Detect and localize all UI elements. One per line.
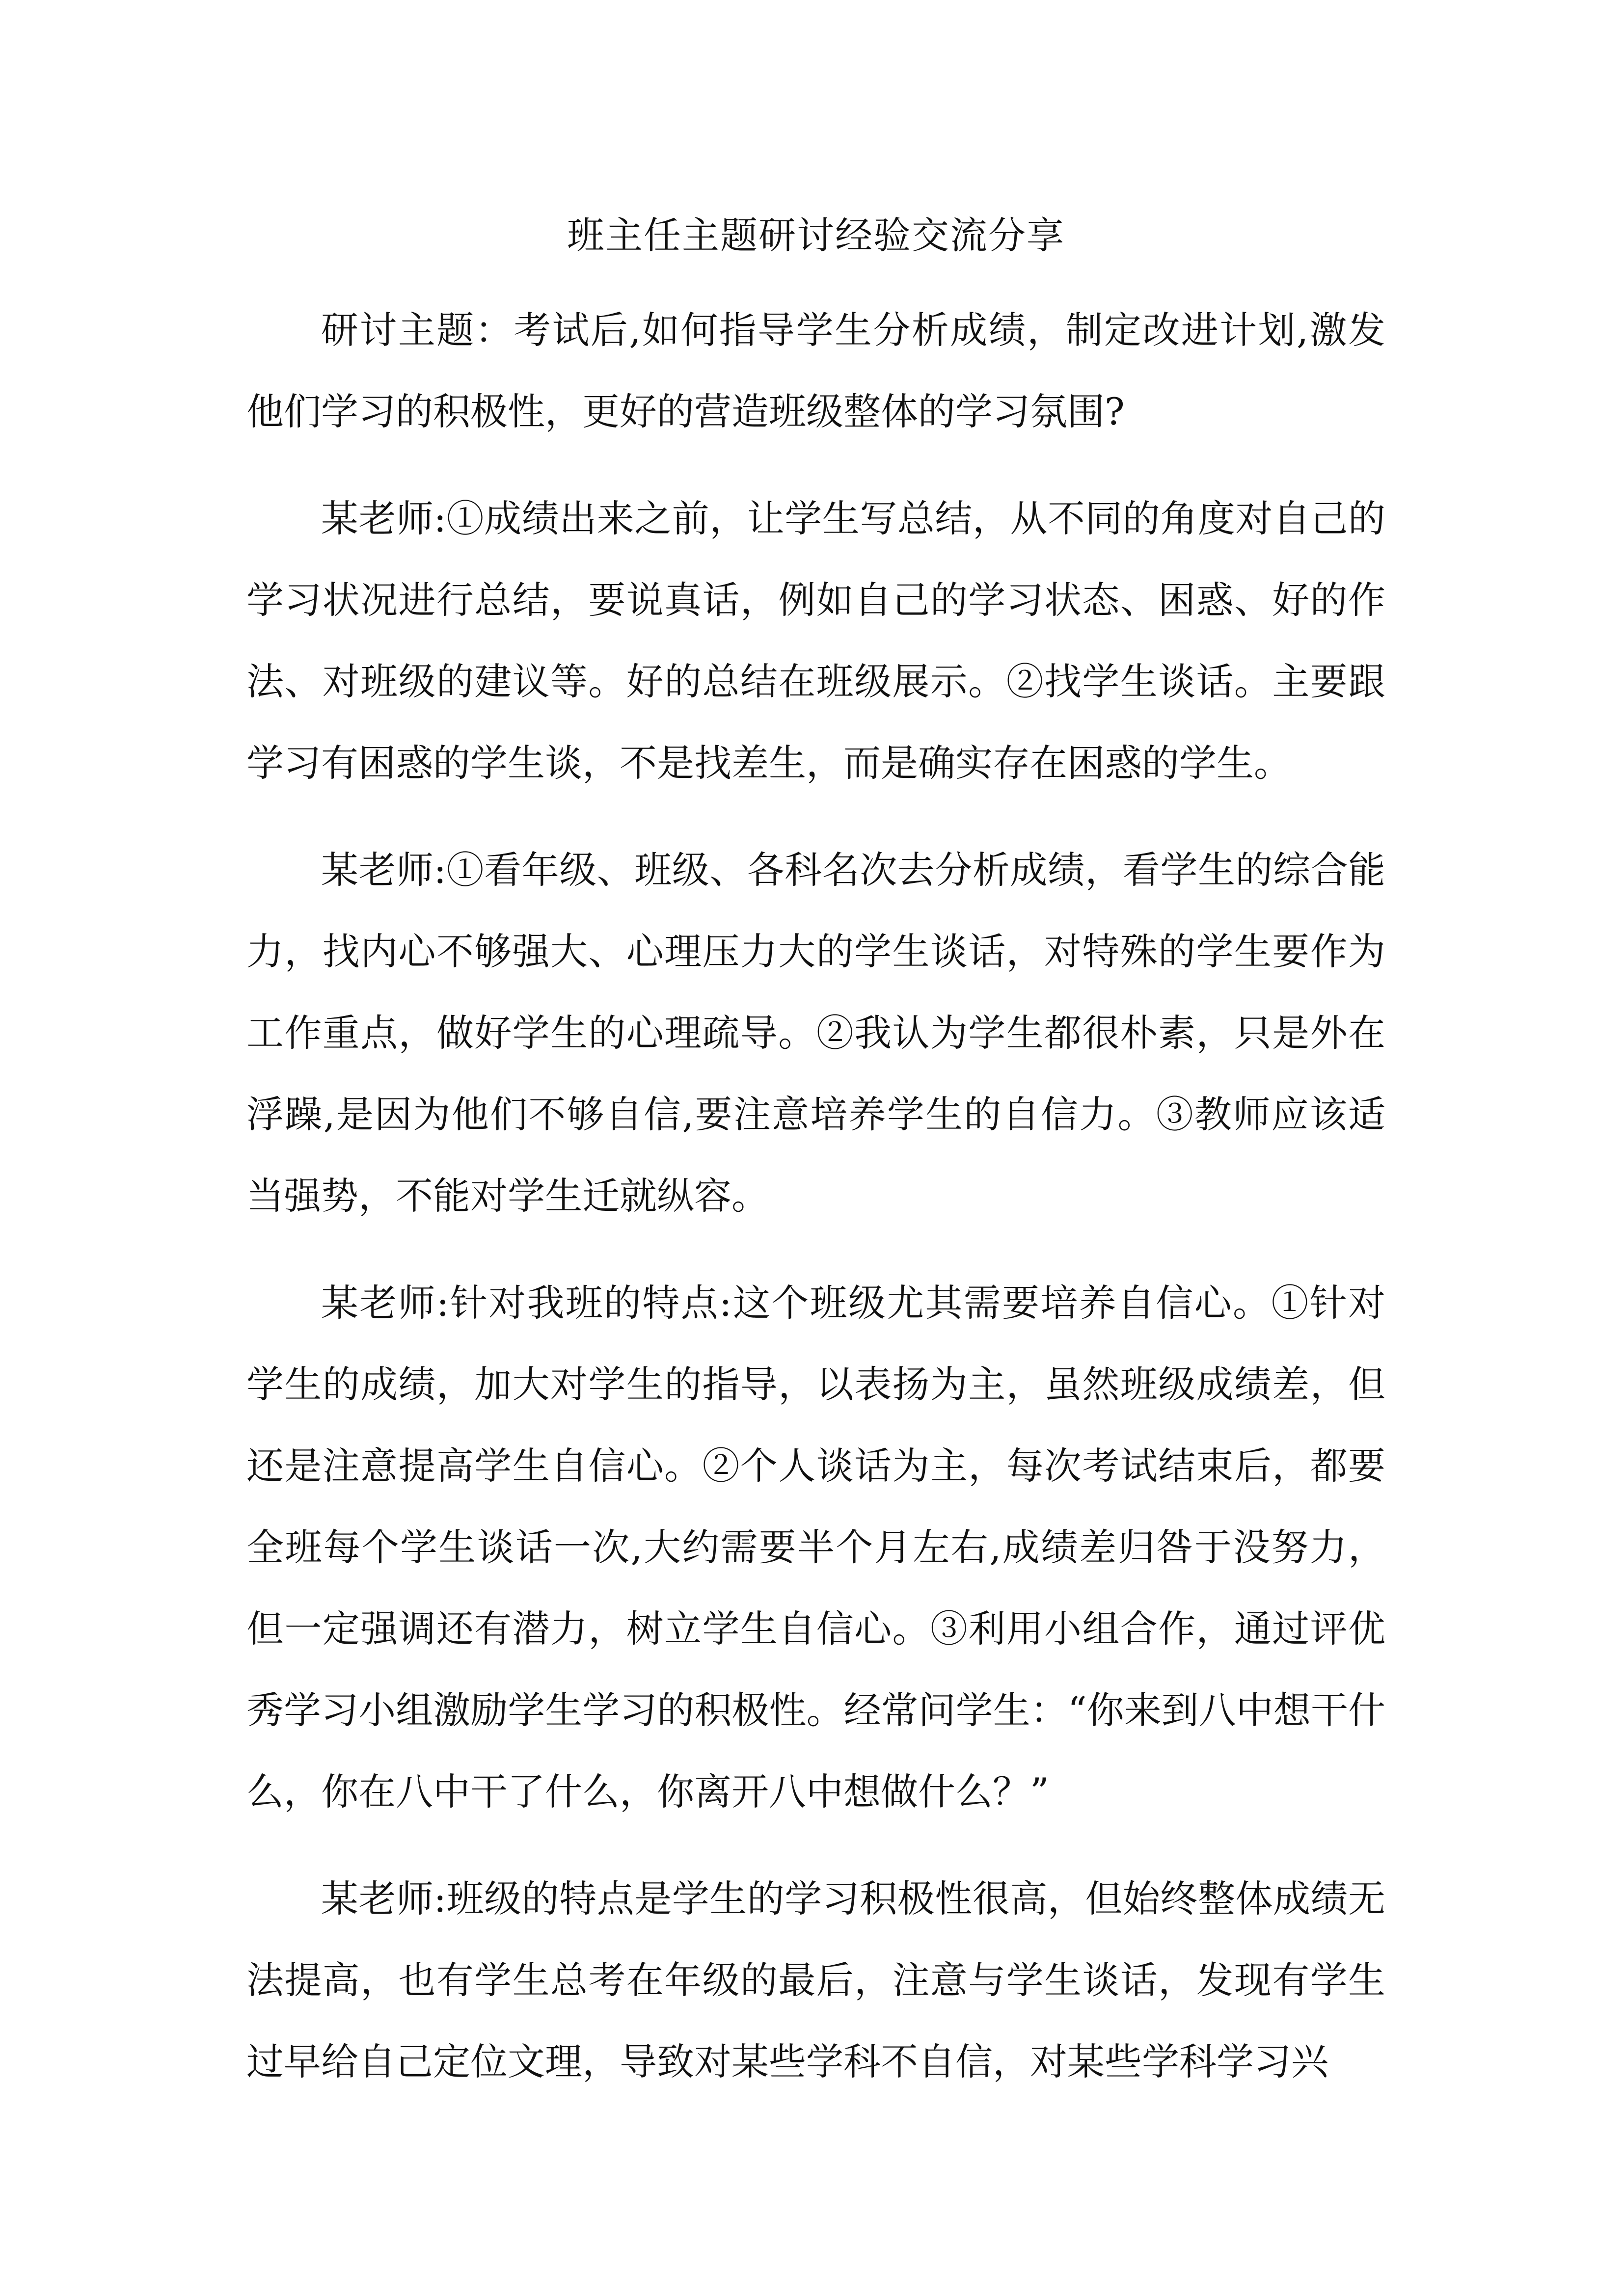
paragraph-teacher-3: 某老师:针对我班的特点:这个班级尤其需要培养自信心。①针对学生的成绩，加大对学生的指导，以表扬为主，虽然班级成绩差，但还是注意提高学生自信心。②个人谈话为主，每次考试结束后，都要全班每个学生谈话一次,大约需要半个月左右,成绩差归咎于没努力，但一定强调还有潜力，树立学生自信心。③利用小组合作，通过评优秀学习小组激励学生学习的积极性。经常问学生：“你来到八中想干什么，你在八中干了什么，你离开八中想做什么？”	[246, 1281, 1385, 1814]
paragraph-topic: 研讨主题：考试后,如何指导学生分析成绩，制定改进计划,激发他们学习的积极性，更好的营造班级整体的学习氛围?	[246, 308, 1385, 433]
paragraph-teacher-4: 某老师:班级的特点是学生的学习积极性很高，但始终整体成绩无法提高，也有学生总考在年级的最后，注意与学生谈话，发现有学生过早给自己定位文理，导致对某些学科不自信，对某些学科学习兴	[246, 1877, 1385, 2083]
document-body	[246, 211, 1385, 2128]
paragraph-teacher-2: 某老师:①看年级、班级、各科名次去分析成绩，看学生的综合能力，找内心不够强大、心理压力大的学生谈话，对特殊的学生要作为工作重点，做好学生的心理疏导。②我认为学生都很朴素，只是外在浮躁,是因为他们不够自信,要注意培养学生的自信力。③教师应该适当强势，不能对学生迁就纵容。	[246, 848, 1385, 1218]
paragraph-teacher-1: 某老师:①成绩出来之前，让学生写总结，从不同的角度对自己的学习状况进行总结，要说真话，例如自己的学习状态、困惑、好的作法、对班级的建议等。好的总结在班级展示。②找学生谈话。主要跟学习有困惑的学生谈，不是找差生，而是确实存在困惑的学生。	[246, 497, 1385, 785]
document-title: 班主任主题研讨经验交流分享	[567, 214, 1065, 257]
